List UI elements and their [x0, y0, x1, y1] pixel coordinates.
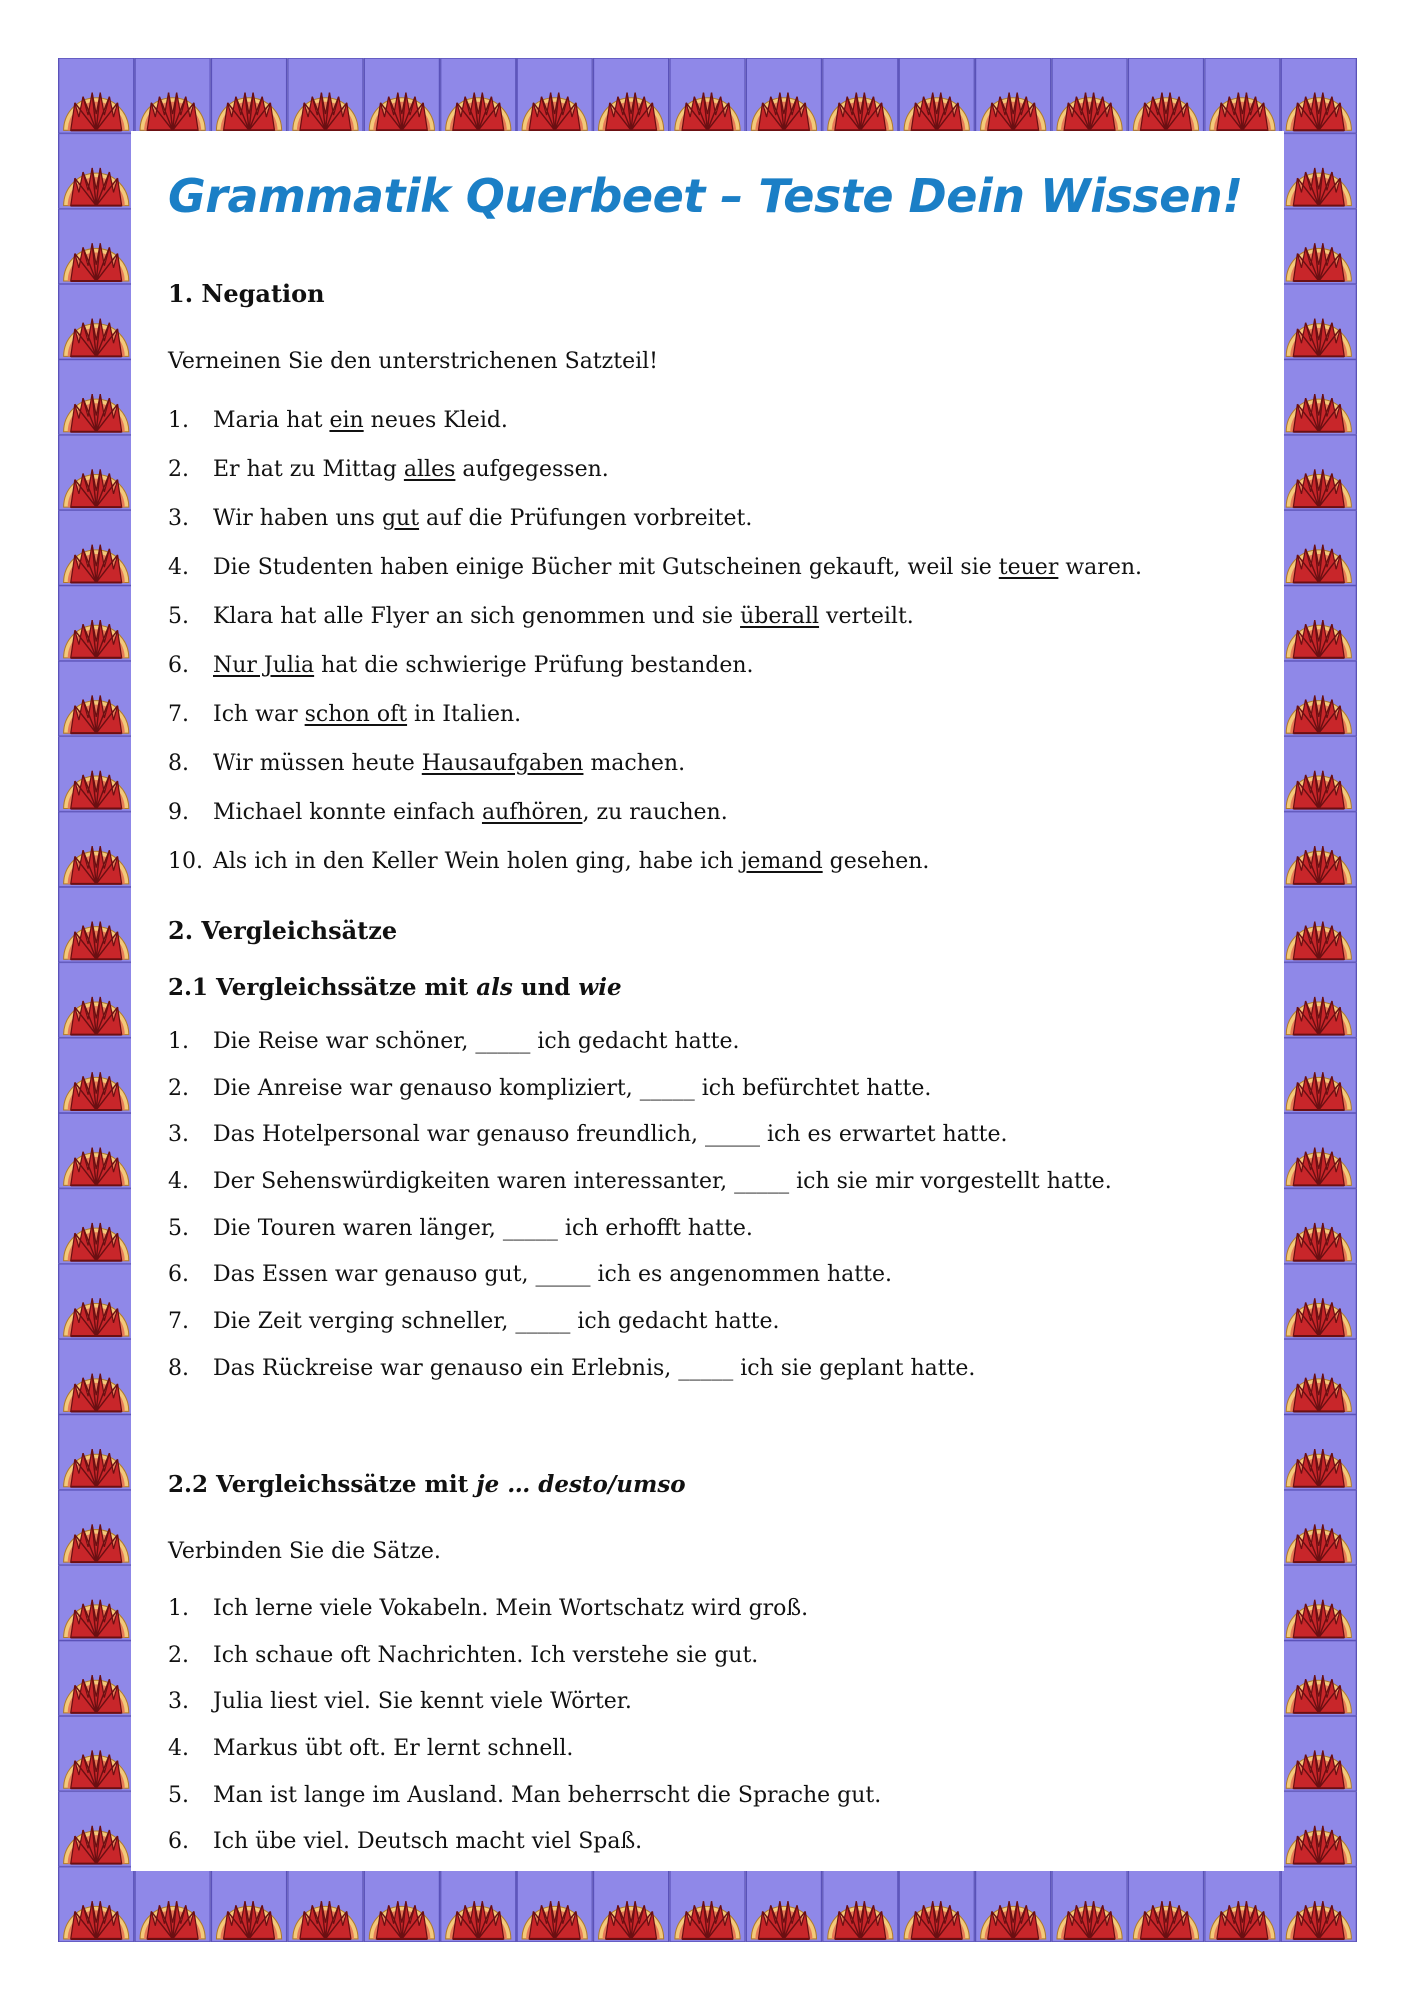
item-text: Das Essen war genauso gut, _____ ich es angenommen hatte. [213, 1262, 892, 1288]
sentence-part: Als ich in den Keller Wein holen ging, habe ich [213, 849, 741, 874]
list-item [168, 1066, 1258, 1113]
list-item [168, 1112, 1258, 1159]
half-sun-fan-icon [59, 133, 134, 208]
item-text: Die Touren waren länger, _____ ich erhofft hatte. [213, 1215, 753, 1241]
item-number: 9. [168, 800, 189, 825]
underlined-phrase: teuer [998, 555, 1059, 580]
list-item [168, 1252, 1258, 1299]
list-item [168, 739, 1258, 788]
list-item [168, 494, 1258, 543]
half-sun-fan-icon [1128, 1867, 1203, 1942]
item-number: 7. [168, 702, 189, 727]
list-item [168, 641, 1258, 690]
half-sun-fan-icon [1128, 58, 1203, 133]
list-item [168, 592, 1258, 641]
item-text: Markus übt oft. Er lernt schnell. [213, 1736, 574, 1762]
half-sun-fan-icon [288, 1867, 363, 1942]
half-sun-fan-icon [1281, 661, 1356, 736]
subsection-heading-als-wie [168, 974, 622, 1001]
list-item [168, 837, 1258, 886]
item-text [213, 690, 521, 739]
half-sun-fan-icon [211, 58, 286, 133]
half-sun-fan-icon [59, 58, 134, 133]
subheading-word-wie: wie [578, 974, 622, 1001]
half-sun-fan-icon [1281, 962, 1356, 1037]
half-sun-fan-icon [59, 510, 134, 585]
half-sun-fan-icon [1281, 1414, 1356, 1489]
subheading-je-desto: je … desto/umso [476, 1471, 686, 1498]
half-sun-fan-icon [441, 58, 516, 133]
subheading-prefix: 2.1 Vergleichssätze mit [168, 974, 477, 1001]
half-sun-fan-icon [1281, 736, 1356, 811]
section-heading-vergleichsaetze: 2. Vergleichsätze [168, 916, 398, 945]
half-sun-fan-icon [1281, 1113, 1356, 1188]
half-sun-fan-icon [1281, 1791, 1356, 1866]
item-number: 3. [168, 506, 189, 531]
item-number: 8. [168, 751, 189, 776]
list-item [168, 1346, 1258, 1393]
item-text: Die Zeit verging schneller, _____ ich gedacht hatte. [213, 1309, 780, 1335]
half-sun-fan-icon [59, 1339, 134, 1414]
half-sun-fan-icon [59, 1716, 134, 1791]
half-sun-fan-icon [1281, 1188, 1356, 1263]
half-sun-fan-icon [1281, 1867, 1356, 1942]
item-number: 7. [168, 1309, 189, 1335]
half-sun-fan-icon [1281, 586, 1356, 661]
half-sun-fan-icon [59, 887, 134, 962]
half-sun-fan-icon [59, 284, 134, 359]
sentence-part: Die Studenten haben einige Bücher mit Gutscheinen gekauft, weil sie [213, 555, 999, 580]
sentence-part: auf die Prüfungen vorbreitet. [419, 506, 753, 531]
half-sun-fan-icon [59, 1490, 134, 1565]
list-item [168, 396, 1258, 445]
list-item [168, 1299, 1258, 1346]
exercise-list-negation [168, 396, 1258, 886]
half-sun-fan-icon [59, 962, 134, 1037]
sentence-part: machen. [583, 751, 686, 776]
half-sun-fan-icon [517, 1867, 592, 1942]
item-number: 6. [168, 653, 189, 678]
item-text: Der Sehenswürdigkeiten waren interessanter, _____ ich sie mir vorgestellt hatte. [213, 1169, 1112, 1195]
item-number: 1. [168, 1596, 189, 1621]
item-text: Ich übe viel. Deutsch macht viel Spaß. [213, 1829, 643, 1855]
half-sun-fan-icon [1281, 1641, 1356, 1716]
half-sun-fan-icon [1281, 359, 1356, 434]
half-sun-fan-icon [670, 1867, 745, 1942]
underlined-phrase: Hausaufgaben [421, 751, 584, 776]
sentence-part: neues Kleid. [363, 408, 508, 433]
underlined-phrase: alles [403, 457, 456, 482]
sentence-part: aufgegessen. [455, 457, 609, 482]
half-sun-fan-icon [1281, 284, 1356, 359]
item-text [213, 837, 929, 886]
half-sun-fan-icon [211, 1867, 286, 1942]
list-item [168, 690, 1258, 739]
half-sun-fan-icon [59, 359, 134, 434]
list-item [168, 1159, 1258, 1206]
half-sun-fan-icon [1281, 510, 1356, 585]
item-text [213, 494, 752, 543]
half-sun-fan-icon [1281, 887, 1356, 962]
sentence-part: , zu rauchen. [582, 800, 728, 825]
half-sun-fan-icon [517, 58, 592, 133]
half-sun-fan-icon [364, 1867, 439, 1942]
half-sun-fan-icon [59, 812, 134, 887]
half-sun-fan-icon [364, 58, 439, 133]
section-heading-negation: 1. Negation [168, 279, 325, 308]
list-item [168, 1206, 1258, 1253]
sentence-part: in Italien. [407, 702, 522, 727]
item-number: 3. [168, 1689, 189, 1715]
sentence-part: hat die schwierige Prüfung bestanden. [314, 653, 754, 678]
exercise-list-als-wie [168, 1019, 1258, 1393]
half-sun-fan-icon [746, 1867, 821, 1942]
half-sun-fan-icon [1281, 1264, 1356, 1339]
item-text [213, 396, 508, 445]
item-text [213, 543, 1142, 592]
item-text: Ich schaue oft Nachrichten. Ich verstehe sie gut. [213, 1642, 759, 1668]
list-item [168, 1679, 1258, 1726]
half-sun-fan-icon [1205, 58, 1280, 133]
list-item [168, 1819, 1258, 1866]
sentence-part: waren. [1058, 555, 1142, 580]
half-sun-fan-icon [59, 736, 134, 811]
underlined-phrase: ein [329, 408, 364, 433]
half-sun-fan-icon [1281, 1038, 1356, 1113]
half-sun-fan-icon [59, 1188, 134, 1263]
half-sun-fan-icon [899, 58, 974, 133]
half-sun-fan-icon [59, 1641, 134, 1716]
half-sun-fan-icon [975, 1867, 1050, 1942]
item-text [213, 788, 728, 837]
half-sun-fan-icon [1281, 1716, 1356, 1791]
item-text: Julia liest viel. Sie kennt viele Wörter. [213, 1689, 632, 1715]
list-item [168, 1726, 1258, 1773]
half-sun-fan-icon [670, 58, 745, 133]
item-number: 5. [168, 1782, 189, 1808]
instruction-je-desto: Verbinden Sie die Sätze. [168, 1539, 441, 1564]
sentence-part: Michael konnte einfach [213, 800, 482, 825]
half-sun-fan-icon [59, 1113, 134, 1188]
half-sun-fan-icon [1281, 1565, 1356, 1640]
half-sun-fan-icon [1281, 58, 1356, 133]
item-text: Das Hotelpersonal war genauso freundlich, _____ ich es erwartet hatte. [213, 1122, 1008, 1148]
list-item [168, 1773, 1258, 1820]
sentence-part: Maria hat [213, 408, 330, 433]
half-sun-fan-icon [975, 58, 1050, 133]
half-sun-fan-icon [1205, 1867, 1280, 1942]
half-sun-fan-icon [59, 1791, 134, 1866]
sentence-part: Wir müssen heute [213, 751, 422, 776]
half-sun-fan-icon [1281, 209, 1356, 284]
instruction-negation: Verneinen Sie den unterstrichenen Satzteil! [168, 349, 659, 374]
item-number: 2. [168, 1642, 189, 1668]
list-item [168, 543, 1258, 592]
half-sun-fan-icon [823, 58, 898, 133]
exercise-list-je-desto [168, 1586, 1258, 1866]
item-number: 4. [168, 1169, 189, 1195]
item-number: 3. [168, 1122, 189, 1148]
item-number: 6. [168, 1262, 189, 1288]
half-sun-fan-icon [59, 1038, 134, 1113]
half-sun-fan-icon [1281, 812, 1356, 887]
item-number: 5. [168, 1215, 189, 1241]
half-sun-fan-icon [1281, 435, 1356, 510]
item-text [213, 445, 609, 494]
half-sun-fan-icon [899, 1867, 974, 1942]
item-number: 4. [168, 1736, 189, 1762]
half-sun-fan-icon [59, 661, 134, 736]
item-number: 1. [168, 1029, 189, 1054]
item-text: Man ist lange im Ausland. Man beherrscht die Sprache gut. [213, 1782, 882, 1808]
underlined-phrase: aufhören [481, 800, 583, 825]
worksheet-sheet [131, 131, 1284, 1871]
half-sun-fan-icon [441, 1867, 516, 1942]
sentence-part: gesehen. [822, 849, 930, 874]
underlined-phrase: gut [381, 506, 420, 531]
half-sun-fan-icon [823, 1867, 898, 1942]
half-sun-fan-icon [593, 58, 668, 133]
item-number: 6. [168, 1829, 189, 1855]
list-item [168, 1019, 1258, 1066]
item-text: Ich lerne viele Vokabeln. Mein Wortschatz wird groß. [213, 1596, 809, 1621]
half-sun-fan-icon [746, 58, 821, 133]
item-number: 1. [168, 408, 189, 433]
underlined-phrase: Nur Julia [213, 653, 315, 678]
list-item [168, 1586, 1258, 1633]
item-text: Die Anreise war genauso kompliziert, _____ ich befürchtet hatte. [213, 1075, 932, 1101]
item-text: Das Rückreise war genauso ein Erlebnis, _____ ich sie geplant hatte. [213, 1355, 976, 1381]
page-title: Grammatik Querbeet – Teste Dein Wissen! [168, 169, 1243, 223]
item-number: 8. [168, 1355, 189, 1381]
item-number: 5. [168, 604, 189, 629]
list-item [168, 788, 1258, 837]
half-sun-fan-icon [1281, 133, 1356, 208]
half-sun-fan-icon [59, 1867, 134, 1942]
half-sun-fan-icon [59, 1565, 134, 1640]
half-sun-fan-icon [59, 209, 134, 284]
subheading-mid: und [512, 974, 579, 1001]
sentence-part: Klara hat alle Flyer an sich genommen und sie [213, 604, 741, 629]
sentence-part: verteilt. [819, 604, 914, 629]
half-sun-fan-icon [593, 1867, 668, 1942]
half-sun-fan-icon [59, 586, 134, 661]
item-number: 10. [168, 849, 203, 874]
half-sun-fan-icon [59, 1414, 134, 1489]
item-text [213, 739, 685, 788]
sentence-part: Er hat zu Mittag [213, 457, 404, 482]
half-sun-fan-icon [288, 58, 363, 133]
subsection-heading-je-desto [168, 1471, 686, 1498]
sentence-part: Ich war [213, 702, 305, 727]
half-sun-fan-icon [1052, 1867, 1127, 1942]
underlined-phrase: überall [740, 604, 820, 629]
item-text: Die Reise war schöner, _____ ich gedacht hatte. [213, 1029, 740, 1054]
list-item [168, 445, 1258, 494]
item-number: 2. [168, 457, 189, 482]
half-sun-fan-icon [135, 58, 210, 133]
item-number: 2. [168, 1075, 189, 1101]
underlined-phrase: schon oft [304, 702, 408, 727]
half-sun-fan-icon [59, 435, 134, 510]
subheading-word-als: als [476, 974, 513, 1001]
half-sun-fan-icon [135, 1867, 210, 1942]
half-sun-fan-icon [1281, 1490, 1356, 1565]
half-sun-fan-icon [1281, 1339, 1356, 1414]
subheading-prefix: 2.2 Vergleichssätze mit [168, 1471, 477, 1498]
sentence-part: Wir haben uns [213, 506, 382, 531]
half-sun-fan-icon [59, 1264, 134, 1339]
item-number: 4. [168, 555, 189, 580]
underlined-phrase: jemand [740, 849, 823, 874]
list-item [168, 1633, 1258, 1680]
item-text [213, 592, 914, 641]
half-sun-fan-icon [1052, 58, 1127, 133]
item-text [213, 641, 754, 690]
